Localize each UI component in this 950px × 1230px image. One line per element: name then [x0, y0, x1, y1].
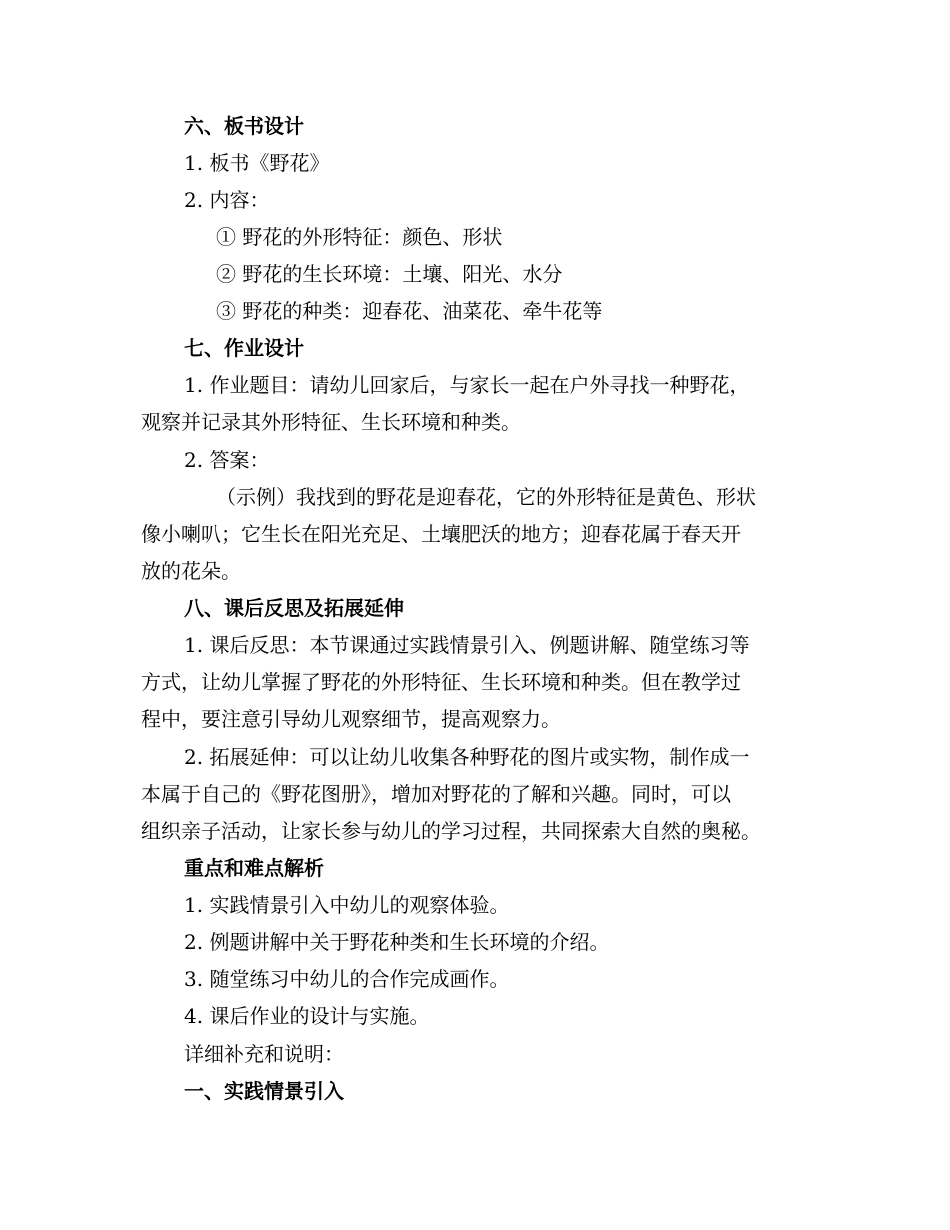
paragraph-line: 本属于自己的《野花图册》，增加对野花的了解和兴趣。同时，可以	[141, 782, 731, 806]
list-item: 2. 答案：	[184, 448, 270, 472]
paragraph-line: （示例）我找到的野花是迎春花，它的外形特征是黄色、形状	[216, 485, 756, 509]
paragraph-line: 观察并记录其外形特征、生长环境和种类。	[141, 410, 521, 434]
sub-list-item: ② 野花的生长环境：土壤、阳光、水分	[216, 262, 563, 286]
section-heading-reflection: 八、课后反思及拓展延伸	[184, 596, 404, 620]
paragraph-line: 放的花朵。	[141, 559, 241, 583]
section-heading-board-design: 六、板书设计	[184, 114, 304, 138]
list-item: 1. 实践情景引入中幼儿的观察体验。	[184, 893, 510, 917]
list-item: 3. 随堂练习中幼儿的合作完成画作。	[184, 967, 510, 991]
paragraph-line: 1. 课后反思：本节课通过实践情景引入、例题讲解、随堂练习等	[184, 633, 750, 657]
sub-list-item: ① 野花的外形特征：颜色、形状	[216, 225, 503, 249]
section-heading-homework: 七、作业设计	[184, 336, 304, 360]
paragraph-line: 1. 作业题目：请幼儿回家后，与家长一起在户外寻找一种野花，	[184, 373, 750, 397]
paragraph-line: 像小喇叭；它生长在阳光充足、土壤肥沃的地方；迎春花属于春天开	[141, 522, 741, 546]
list-item: 1. 板书《野花》	[184, 151, 330, 175]
paragraph-line: 程中，要注意引导幼儿观察细节，提高观察力。	[141, 707, 561, 731]
sub-list-item: ③ 野花的种类：迎春花、油菜花、牵牛花等	[216, 299, 603, 323]
paragraph-line: 2. 拓展延伸：可以让幼儿收集各种野花的图片或实物，制作成一	[184, 745, 750, 769]
paragraph-line: 组织亲子活动，让家长参与幼儿的学习过程，共同探索大自然的奥秘。	[141, 819, 761, 843]
list-item: 4. 课后作业的设计与实施。	[184, 1004, 430, 1028]
section-heading-practice-intro: 一、实践情景引入	[184, 1079, 344, 1103]
paragraph-line: 方式，让幼儿掌握了野花的外形特征、生长环境和种类。但在教学过	[141, 670, 741, 694]
detail-label: 详细补充和说明：	[184, 1042, 344, 1066]
section-heading-key-points: 重点和难点解析	[184, 856, 324, 880]
list-item: 2. 例题讲解中关于野花种类和生长环境的介绍。	[184, 930, 610, 954]
list-item: 2. 内容：	[184, 188, 270, 212]
